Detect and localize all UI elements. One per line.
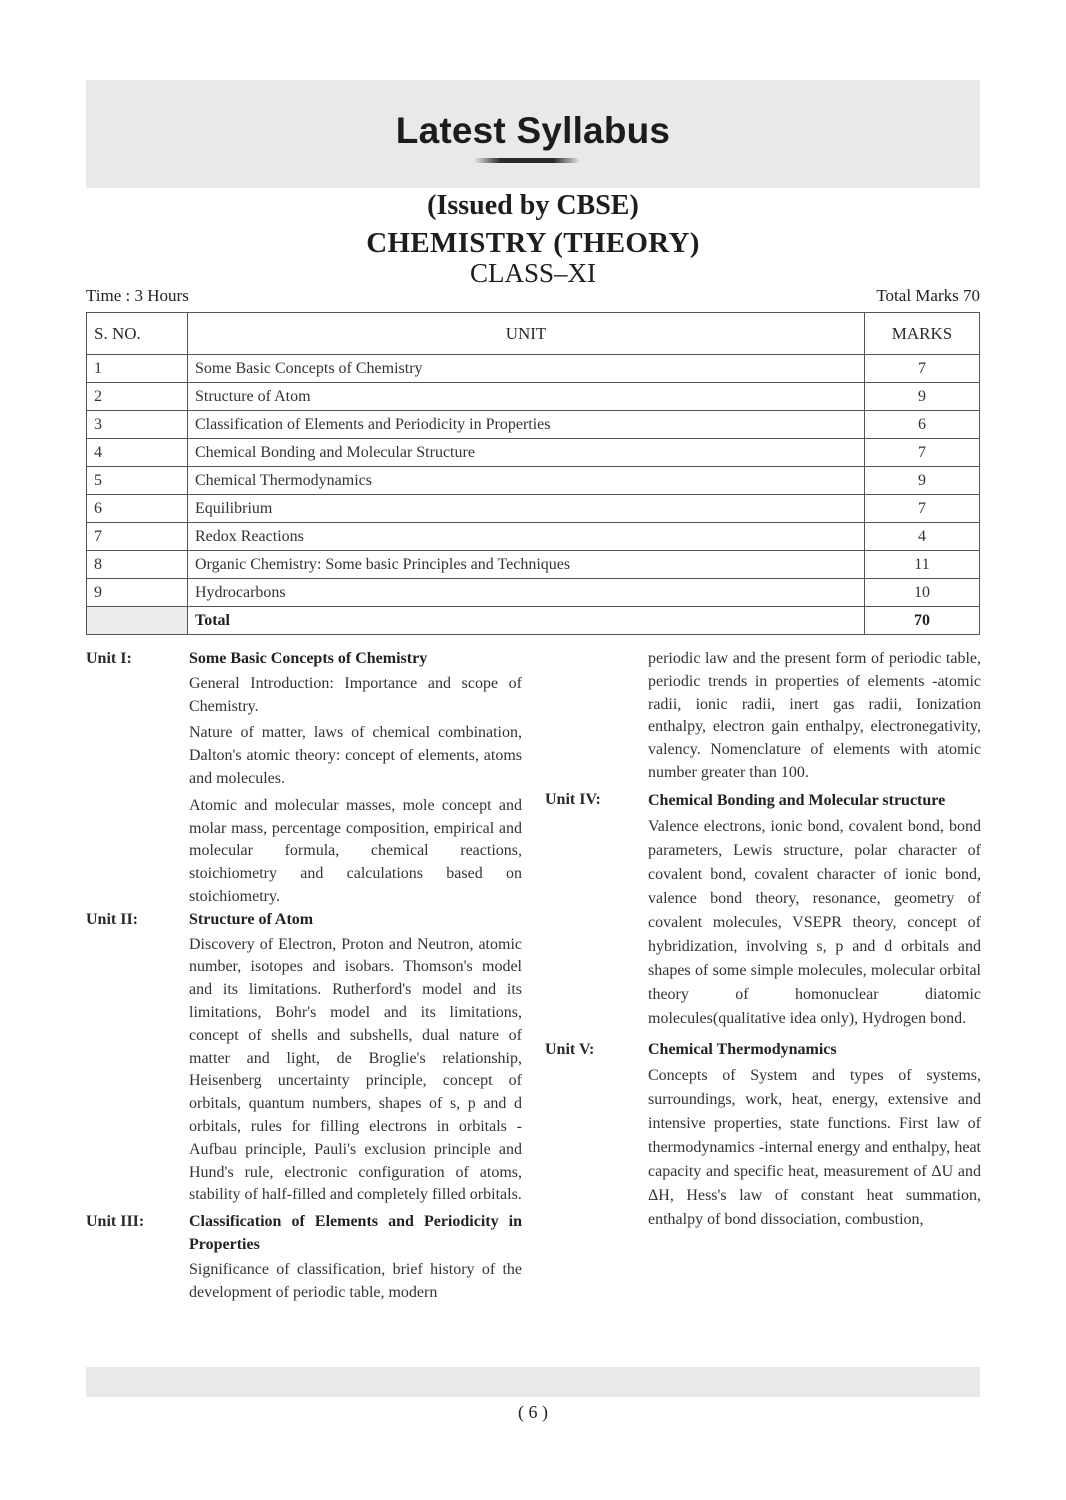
- row-unit: Classification of Elements and Periodicity in Properties: [188, 411, 865, 439]
- issued-by: (Issued by CBSE): [427, 190, 639, 221]
- row-unit: Structure of Atom: [188, 383, 865, 411]
- total-marks: Total Marks 70: [876, 286, 980, 305]
- table-row: [87, 495, 980, 523]
- page-number: ( 6 ): [518, 1402, 548, 1422]
- unit-label: Unit I:: [86, 650, 132, 667]
- unit-1-section: [86, 648, 522, 909]
- unit-5-section: [545, 1039, 981, 1232]
- row-sno: 3: [87, 411, 188, 439]
- unit-3-continued: [648, 648, 981, 785]
- total-value: 70: [865, 607, 980, 635]
- row-sno: 4: [87, 439, 188, 467]
- row-marks: 6: [865, 411, 980, 439]
- row-sno: 7: [87, 523, 188, 551]
- subject-title: CHEMISTRY (THEORY): [366, 227, 700, 259]
- unit-label: Unit V:: [545, 1040, 595, 1058]
- table-row: [87, 355, 980, 383]
- header-unit: UNIT: [188, 313, 865, 355]
- row-marks: 11: [865, 551, 980, 579]
- unit-title: Structure of Atom: [189, 910, 314, 928]
- row-marks: 9: [865, 383, 980, 411]
- footer-bar: [86, 1367, 980, 1397]
- table-row: [87, 523, 980, 551]
- right-column: [545, 648, 981, 1232]
- row-sno: 1: [87, 355, 188, 383]
- unit-label: Unit IV:: [545, 790, 601, 808]
- unit-title: Classification of Elements and Periodicity in Properties: [189, 1213, 522, 1253]
- header-sno: S. NO.: [87, 313, 188, 355]
- title-underline: [474, 158, 580, 163]
- row-unit: Some Basic Concepts of Chemistry: [188, 355, 865, 383]
- row-marks: 7: [865, 495, 980, 523]
- total-label: Total: [188, 607, 865, 635]
- row-sno: 5: [87, 467, 188, 495]
- row-unit: Hydrocarbons: [188, 579, 865, 607]
- row-unit: Organic Chemistry: Some basic Principles and Techniques: [188, 551, 865, 579]
- row-marks: 9: [865, 467, 980, 495]
- row-marks: 4: [865, 523, 980, 551]
- row-marks: 7: [865, 439, 980, 467]
- row-sno: 6: [87, 495, 188, 523]
- unit-body: [189, 648, 522, 909]
- marks-table: [86, 312, 980, 635]
- header-marks: MARKS: [865, 313, 980, 355]
- table-total-row: [87, 607, 980, 635]
- row-sno: 9: [87, 579, 188, 607]
- row-unit: Chemical Bonding and Molecular Structure: [188, 439, 865, 467]
- unit-body: [648, 1039, 981, 1232]
- table-row: [87, 467, 980, 495]
- row-unit: Equilibrium: [188, 495, 865, 523]
- unit-4-section: [545, 789, 981, 1031]
- unit-label: Unit III:: [86, 1213, 145, 1231]
- unit-paragraph: General Introduction: Importance and scope of Chemistry.: [189, 674, 522, 715]
- exam-time: Time : 3 Hours: [86, 286, 189, 305]
- total-empty-cell: [87, 607, 188, 635]
- row-marks: 10: [865, 579, 980, 607]
- table-row: [87, 439, 980, 467]
- unit-title: Some Basic Concepts of Chemistry: [189, 650, 428, 667]
- unit-paragraph: Concepts of System and types of systems, surroundings, work, heat, energy, extensive and intensive properties, state functions. First law of thermodynamics -internal energy and enthalpy, heat capacity and specific heat, measurement of ΔU and ΔH, Hess's law of constant heat summation, enthalpy of bond dissociation, combustion,: [648, 1066, 981, 1228]
- table-row: [87, 551, 980, 579]
- row-marks: 7: [865, 355, 980, 383]
- page-title: Latest Syllabus: [395, 110, 671, 151]
- unit-paragraph: Significance of classification, brief history of the development of periodic table, modern: [189, 1260, 522, 1301]
- unit-body: [189, 909, 522, 1207]
- row-unit: Redox Reactions: [188, 523, 865, 551]
- unit-body: [648, 789, 981, 1031]
- unit-paragraph: periodic law and the present form of periodic table, periodic trends in properties of elements -atomic radii, ionic radii, inert gas radii, Ionization enthalpy, electron gain enthalpy, electronegativity, valency. Nomenclature of elements with atomic number greater than 100.: [648, 650, 981, 781]
- unit-paragraph: Atomic and molecular masses, mole concept and molar mass, percentage composition, empirical and molecular formula, chemical reactions, stoichiometry and calculations based on stoichiometry.: [189, 796, 522, 905]
- table-row: [87, 383, 980, 411]
- unit-2-section: [86, 909, 522, 1207]
- table-row: [87, 579, 980, 607]
- unit-title: Chemical Thermodynamics: [648, 1040, 837, 1058]
- row-unit: Chemical Thermodynamics: [188, 467, 865, 495]
- row-sno: 8: [87, 551, 188, 579]
- table-header-row: [87, 313, 980, 355]
- class-title: CLASS–XI: [469, 258, 597, 288]
- unit-paragraph: Valence electrons, ionic bond, covalent bond, bond parameters, Lewis structure, polar character of covalent bond, covalent character of ionic bond, valence bond theory, resonance, geometry of covalent molecules, VSEPR theory, concept of hybridization, involving s, p and d orbitals and shapes of some simple molecules, molecular orbital theory of homonuclear diatomic molecules(qualitative idea only), Hydrogen bond.: [648, 817, 981, 1027]
- unit-label: Unit II:: [86, 910, 139, 928]
- unit-title: Chemical Bonding and Molecular structure: [648, 791, 946, 809]
- unit-3-section: [86, 1211, 522, 1304]
- unit-body: [189, 1211, 522, 1304]
- row-sno: 2: [87, 383, 188, 411]
- unit-paragraph: Nature of matter, laws of chemical combination, Dalton's atomic theory: concept of elements, atoms and molecules.: [189, 724, 522, 787]
- left-column: [86, 648, 522, 1304]
- table-row: [87, 411, 980, 439]
- unit-paragraph: Discovery of Electron, Proton and Neutron, atomic number, isotopes and isobars. Thomson's model and its limitations. Rutherford's model and its limitations, Bohr's model and its limitations, concept of shells and subshells, dual nature of matter and light, de Broglie's relationship, Heisenberg uncertainty principle, concept of orbitals, quantum numbers, shapes of s, p and d orbitals, rules for filling electrons in orbitals - Aufbau principle, Pauli's exclusion principle and Hund's rule, electronic configuration of atoms, stability of half-filled and completely filled orbitals.: [189, 935, 522, 1204]
